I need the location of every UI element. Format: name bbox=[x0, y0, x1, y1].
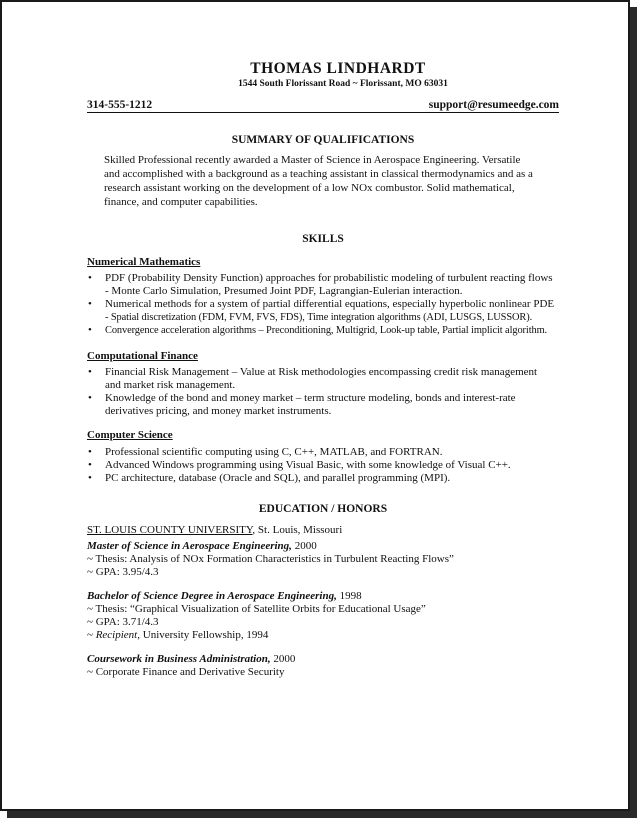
skill-list bbox=[87, 366, 559, 418]
tilde-marker: ~ bbox=[87, 629, 96, 641]
summary-paragraph bbox=[104, 153, 554, 209]
skill-item bbox=[87, 472, 559, 485]
skill-list bbox=[87, 446, 559, 485]
fellowship-text: University Fellowship, 1994 bbox=[140, 629, 269, 641]
recipient-label: Recipient, bbox=[95, 629, 140, 641]
summary-line: Skilled Professional recently awarded a Master of Science in Aerospace Engineering. Versatile bbox=[104, 154, 521, 166]
skill-item bbox=[87, 446, 559, 459]
university-name: ST. LOUIS COUNTY UNIVERSITY bbox=[87, 524, 253, 536]
skill-text: • Advanced Windows programming using Visual Basic, with some knowledge of Visual C++. bbox=[105, 459, 511, 471]
skill-text: • Financial Risk Management – Value at Risk methodologies encompassing credit risk management bbox=[105, 366, 538, 378]
degree-year: 1998 bbox=[336, 590, 362, 602]
skill-item bbox=[87, 392, 559, 418]
degree-title-line bbox=[87, 540, 559, 553]
skill-text: - Spatial discretization (FDM, FVM, FVS, FDS), Time integration algorithms (ADI, LUSGS, LUSSOR). bbox=[105, 312, 533, 323]
skill-text: • Knowledge of the bond and money market – term structure modeling, bonds and interest-rate bbox=[105, 392, 516, 404]
skill-item bbox=[87, 298, 559, 324]
candidate-name: THOMAS LINDHARDT bbox=[250, 60, 426, 77]
gpa-line: ~ GPA: 3.95/4.3 bbox=[87, 566, 159, 578]
skill-group-heading: Numerical Mathematics bbox=[87, 256, 201, 268]
degree-bs bbox=[87, 590, 559, 642]
skill-group-heading: Computer Science bbox=[87, 429, 173, 441]
coursework-title-line bbox=[87, 653, 559, 666]
skill-item bbox=[87, 324, 559, 337]
degree-title: Master of Science in Aerospace Engineering, bbox=[87, 540, 292, 552]
candidate-address: 1544 South Florissant Road ~ Florissant, MO 63031 bbox=[238, 79, 448, 89]
degree-ms bbox=[87, 540, 559, 579]
education-heading: EDUCATION / HONORS bbox=[258, 503, 388, 515]
degree-title-line bbox=[87, 590, 559, 603]
degree-title: Bachelor of Science Degree in Aerospace Engineering, bbox=[87, 590, 337, 602]
skill-group-numerical bbox=[87, 256, 559, 337]
fellowship-line bbox=[87, 629, 559, 642]
coursework-item: ~ Corporate Finance and Derivative Security bbox=[87, 666, 285, 678]
summary-line: and accomplished with a background as a teaching assistant in classical thermodynamics and as a bbox=[104, 168, 533, 180]
skill-group-finance bbox=[87, 350, 559, 418]
coursework-title: Coursework in Business Administration, bbox=[87, 653, 271, 665]
skill-item bbox=[87, 272, 559, 298]
summary-line: research assistant working on the development of a low NOx combustor. Solid mathematical, bbox=[104, 182, 515, 194]
skill-text: - Monte Carlo Simulation, Presumed Joint PDF, Lagrangian-Eulerian interaction. bbox=[105, 285, 463, 297]
thesis-line: ~ Thesis: Analysis of NOx Formation Characteristics in Turbulent Reacting Flows” bbox=[87, 553, 454, 565]
skill-text: • PC architecture, database (Oracle and SQL), and parallel programming (MPI). bbox=[105, 472, 451, 484]
coursework-year: 2000 bbox=[270, 653, 296, 665]
skill-item bbox=[87, 459, 559, 472]
thesis-line: ~ Thesis: “Graphical Visualization of Satellite Orbits for Educational Usage” bbox=[87, 603, 426, 615]
phone-number: 314-555-1212 bbox=[87, 99, 153, 111]
skill-group-computer bbox=[87, 429, 559, 485]
skill-text: • Numerical methods for a system of partial differential equations, especially hyperbolic nonlinear PDE bbox=[105, 298, 555, 310]
summary-heading: SUMMARY OF QUALIFICATIONS bbox=[231, 134, 415, 146]
contact-line bbox=[87, 99, 559, 113]
skill-list bbox=[87, 272, 559, 337]
skill-text: derivatives pricing, and money market instruments. bbox=[105, 405, 332, 417]
coursework bbox=[87, 653, 559, 679]
university-location: , St. Louis, Missouri bbox=[252, 524, 343, 536]
skill-text: and market risk management. bbox=[105, 379, 236, 391]
gpa-line: ~ GPA: 3.71/4.3 bbox=[87, 616, 159, 628]
skill-text: • Convergence acceleration algorithms – Preconditioning, Multigrid, Look-up table, Partial implicit algorithm. bbox=[105, 325, 548, 336]
skill-text: • Professional scientific computing using C, C++, MATLAB, and FORTRAN. bbox=[105, 446, 443, 458]
resume-content bbox=[87, 60, 559, 679]
email-address: support@resumeedge.com bbox=[428, 99, 559, 111]
university-line bbox=[87, 524, 559, 537]
skills-heading: SKILLS bbox=[302, 233, 344, 245]
degree-year: 2000 bbox=[291, 540, 317, 552]
skill-text: • PDF (Probability Density Function) approaches for probabilistic modeling of turbulent reacting flows bbox=[105, 272, 553, 284]
summary-line: finance, and computer capabilities. bbox=[104, 196, 258, 208]
skill-item bbox=[87, 366, 559, 392]
skill-group-heading: Computational Finance bbox=[87, 350, 198, 362]
